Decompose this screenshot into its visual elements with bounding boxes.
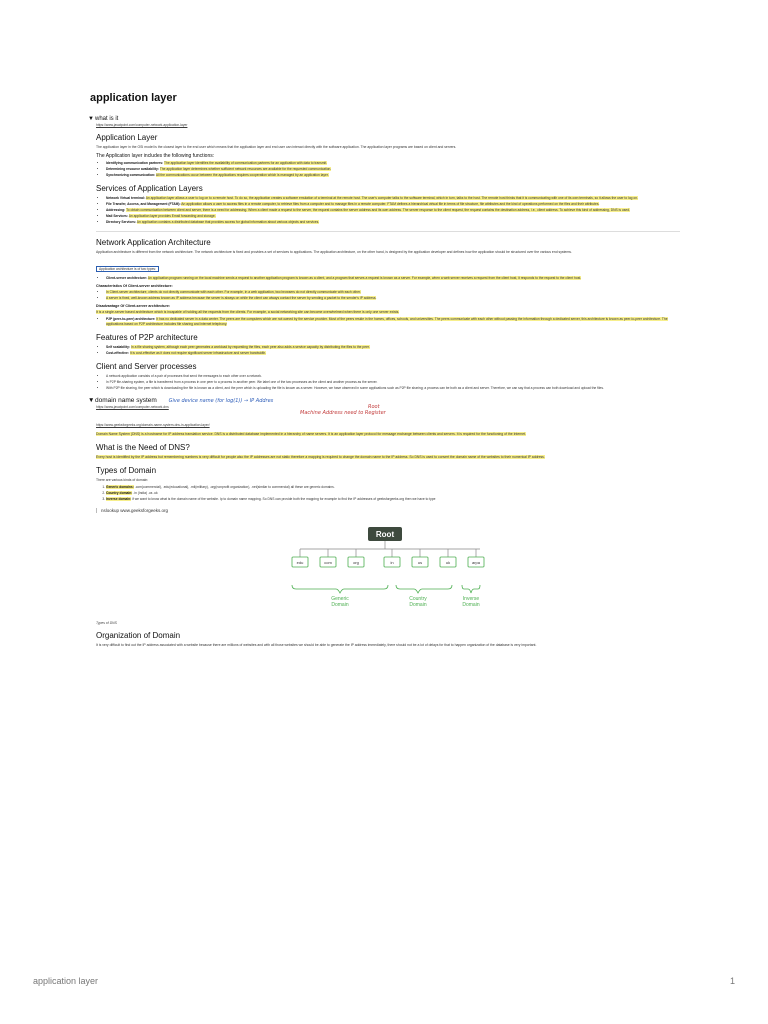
para-need-dns: Every host is identified by the IP address but remembering numbers is very difficult for people also the IP addresses are not static therefore a mapping is required to change the domain name to the IP address. So DNS is used to convert the domain name of the websites to their numerical IP address.: [96, 455, 545, 459]
list-item: • Self scalability: In a file sharing system, although each peer generates a workload by requesting the files, each peer also adds a service capacity by distributing the files to the peer.: [106, 345, 680, 350]
para-org-domain: It is very difficult to find out the IP address associated with a website because there are millions of websites and with all those websites we should be able to generate the IP address immediately, there should not be a lot of delays for that to happen organization of the database is very important.: [96, 643, 537, 647]
characteristics-title: Characteristics Of Client-server architecture:: [96, 284, 173, 288]
country-brace: [396, 585, 452, 593]
list-item: 2. Country domain: .in (India) .us .uk: [106, 491, 680, 496]
generic-label-line-1: Generic: [331, 596, 349, 602]
types-list: [96, 485, 680, 502]
inverse-brace: [462, 585, 480, 593]
node-label-edu: edu: [296, 560, 304, 565]
boxed-note: Application architecture is of two types:: [96, 266, 159, 272]
types-intro: There are various kinds of domain:: [96, 478, 149, 482]
document-page: [90, 92, 680, 650]
handwritten-note: Machine Address need to Register: [300, 410, 386, 416]
node-label-org: org: [353, 560, 359, 565]
page-title: application layer: [90, 92, 177, 104]
p2p-features-list: [96, 345, 680, 356]
disadvantage-title: Disadvantage Of Client-server architecture:: [96, 304, 171, 308]
list-item: • Cost-effective: It is cost-effective as it does not require significant server infrastructure and server bandwidth.: [106, 351, 680, 356]
heading-services: Services of Application Layers: [96, 184, 203, 193]
node-label-in: in: [390, 560, 394, 565]
list-item: • Determining resource availability: The application layer determines whether sufficient network resources are available for the requested communication.: [106, 167, 680, 172]
country-label-line-2: Domain: [409, 602, 427, 608]
heading-network-architecture: Network Application Architecture: [96, 238, 211, 247]
inverse-label-line-1: Inverse: [462, 596, 480, 602]
heading-client-server: Client and Server processes: [96, 362, 197, 371]
functions-list: [96, 161, 680, 178]
para-application-layer: The application layer in the OSI model is the closest layer to the end user which means that the application layer and end user can interact directly with the software application. The application layer programs are based on client and servers.: [96, 145, 457, 149]
services-list: [96, 196, 680, 225]
heading-need-dns: What is the Need of DNS?: [96, 443, 190, 452]
heading-types-domain: Types of Domain: [96, 466, 157, 475]
caret-down-icon[interactable]: ▼: [88, 116, 94, 122]
domain-nodes: [292, 549, 484, 567]
node-label-com: com: [324, 560, 332, 565]
link-javatpoint-application[interactable]: https://www.javatpoint.com/computer-network-application-layer: [96, 123, 188, 127]
list-item: • P2P (peer-to-peer) architecture: It has no dedicated server in a data center. The peers are the computers which are not owned by the service provider. Most of the peers reside in the homes, offices, schools, and universities. The peers communicate with each other without passing the information through a dedicated server, this architecture is known as peer-to-peer architecture. The applications based on P2P architecture includes file sharing and internet telephony.: [106, 317, 680, 327]
handwritten-note: Root: [368, 404, 380, 410]
inverse-label-line-2: Domain: [462, 602, 480, 608]
list-item: • Synchronizing communication: All the communications occur between the applications requires cooperation which is managed by an application layer.: [106, 173, 680, 178]
node-label-us: us: [417, 560, 423, 565]
list-item: • Mail Services: An application layer provides Email forwarding and storage.: [106, 214, 680, 219]
architecture-list: [96, 276, 680, 281]
p2p-list: [96, 317, 680, 327]
country-label-line-1: Country: [409, 596, 427, 602]
generic-brace: [292, 585, 388, 593]
list-item: 1. Generic domains: .com(commercial), .edu(educational), .mil(military), .org(nonprofit organization), .net(similar to commercial) all these are generic domains.: [106, 485, 680, 490]
list-item: • Network Virtual terminal: An application layer allows a user to log on to a remote host. To do so, the application creates a software emulation of a terminal at the remote host. The user's computer talks to the software terminal, which in turn, talks to the host. The remote host thinks that it is communicating with one of its own terminals, so it allows the user to log on.: [106, 196, 680, 201]
list-item: • A network application consists of a pair of processes that send the messages to each other over a network.: [106, 374, 680, 379]
root-label: Root: [375, 530, 395, 539]
list-item: • With P2P file sharing, the peer which is downloading the file is known as a client, and the peer which is uploading the file is known as a server. However, we have observed in some applications such as P2P file sharing; a process can be both as a client and server. Therefore, we can say that a process can both download and upload the files.: [106, 386, 680, 391]
list-item: • Identifying communication partners: The application layer identifies the availability of communication partners for an application with data to transmit.: [106, 161, 680, 166]
node-label-arpa: arpa: [471, 560, 481, 565]
nslookup-command: nslookup www.geeksforgeeks.org: [96, 508, 680, 513]
para-network-architecture: Application architecture is different from the network architecture. The network architecture is fixed and provides a set of services to applications. The application architecture, on the other hand, is designed by the application developer and defines how the application should be structured over the various end systems.: [96, 250, 572, 254]
list-item: • In Client-server architecture, clients do not directly communicate with each other. For example, in a web application, two browsers do not directly communicate with each other.: [106, 290, 680, 295]
country-label: [409, 596, 427, 608]
para-disadvantage: It is a single-server based architecture which is incapable of holding all the requests from the clients. For example, a social networking site can become overwhelmed when there is only one server exists.: [96, 310, 400, 314]
list-item: 3. Inverse domain: if we want to know what is the domain name of the website. Ip to domain name mapping. So DNS can provide both the mapping for example to find the IP addresses of geeksforgeeks.org then we have to type: [106, 497, 680, 502]
client-server-list: [96, 374, 680, 391]
page-number: 1: [729, 976, 735, 986]
heading-application-layer: Application Layer: [96, 133, 158, 142]
list-item: • In P2P file-sharing system, a file is transferred from a process in one peer to a process in another peer. We label one of the two processes as the client and another process as the server.: [106, 380, 680, 385]
list-item: • Addressing: To obtain communication between client and server, there is a need for addressing. When a client made a request to the server, the request contains the server address and its own address. The server response to the client request, the request contains the destination address, i.e., client address. To achieve this kind of addressing, DNS is used.: [106, 208, 680, 213]
handwritten-note: Give device name (for log(1)) → IP Addres: [168, 398, 274, 404]
diagram-caption: Types of DNS: [96, 621, 117, 625]
characteristics-list: [96, 290, 680, 301]
toggle-domain-name-system[interactable]: ▼domain name system Give device name (for log(1)) → IP Addres: [88, 397, 274, 404]
dns-diagram: [290, 523, 490, 613]
footer-title: application layer: [33, 976, 99, 986]
node-label-uk: uk: [445, 560, 451, 565]
caret-down-icon[interactable]: ▼: [88, 397, 95, 404]
heading-p2p-features: Features of P2P architecture: [96, 333, 198, 342]
link-javatpoint-dns[interactable]: https://www.javatpoint.com/computer-network-dns: [96, 405, 169, 409]
generic-label-line-2: Domain: [331, 602, 349, 608]
divider: [96, 231, 680, 232]
list-item: • File Transfer, Access, and Management (FTAM): An application allows a user to access files in a remote computer, to retrieve files from a computer and to manage files in a remote computer. FTAM defines a hierarchical virtual file in terms of file structure, file attributes and the kind of operations performed on the files and their attributes.: [106, 202, 680, 207]
list-item: • Directory Services: An application contains a distributed database that provides access for global information about various objects and services.: [106, 220, 680, 225]
para-dns-intro: Domain Name System (DNS) is a hostname for IP address translation service. DNS is a distributed database implemented in a hierarchy of name servers. It is an application layer protocol for message exchange between clients and servers. It is required for the functioning of the Internet.: [96, 432, 527, 436]
includes-heading: The Application layer includes the following functions:: [96, 153, 215, 159]
generic-label: [331, 596, 349, 608]
toggle-what-is-it[interactable]: ▼what is it: [88, 116, 119, 122]
heading-org-domain: Organization of Domain: [96, 631, 181, 640]
list-item: • Client-server architecture: An application program running on the local machine sends a request to another application program is known as a client, and a program that serves a request is known as a server. For example, when a web server receives a request from the client host, it responds to the request to the client host.: [106, 276, 680, 281]
list-item: • A server is fixed, well-known address known as IP address because the server is always on while the client can always contact the server by sending a packet to the sender's IP address.: [106, 296, 680, 301]
link-geeksforgeeks-dns[interactable]: https://www.geeksforgeeks.org/domain-name-system-dns-in-application-layer/: [96, 423, 210, 427]
inverse-label: [462, 596, 479, 608]
